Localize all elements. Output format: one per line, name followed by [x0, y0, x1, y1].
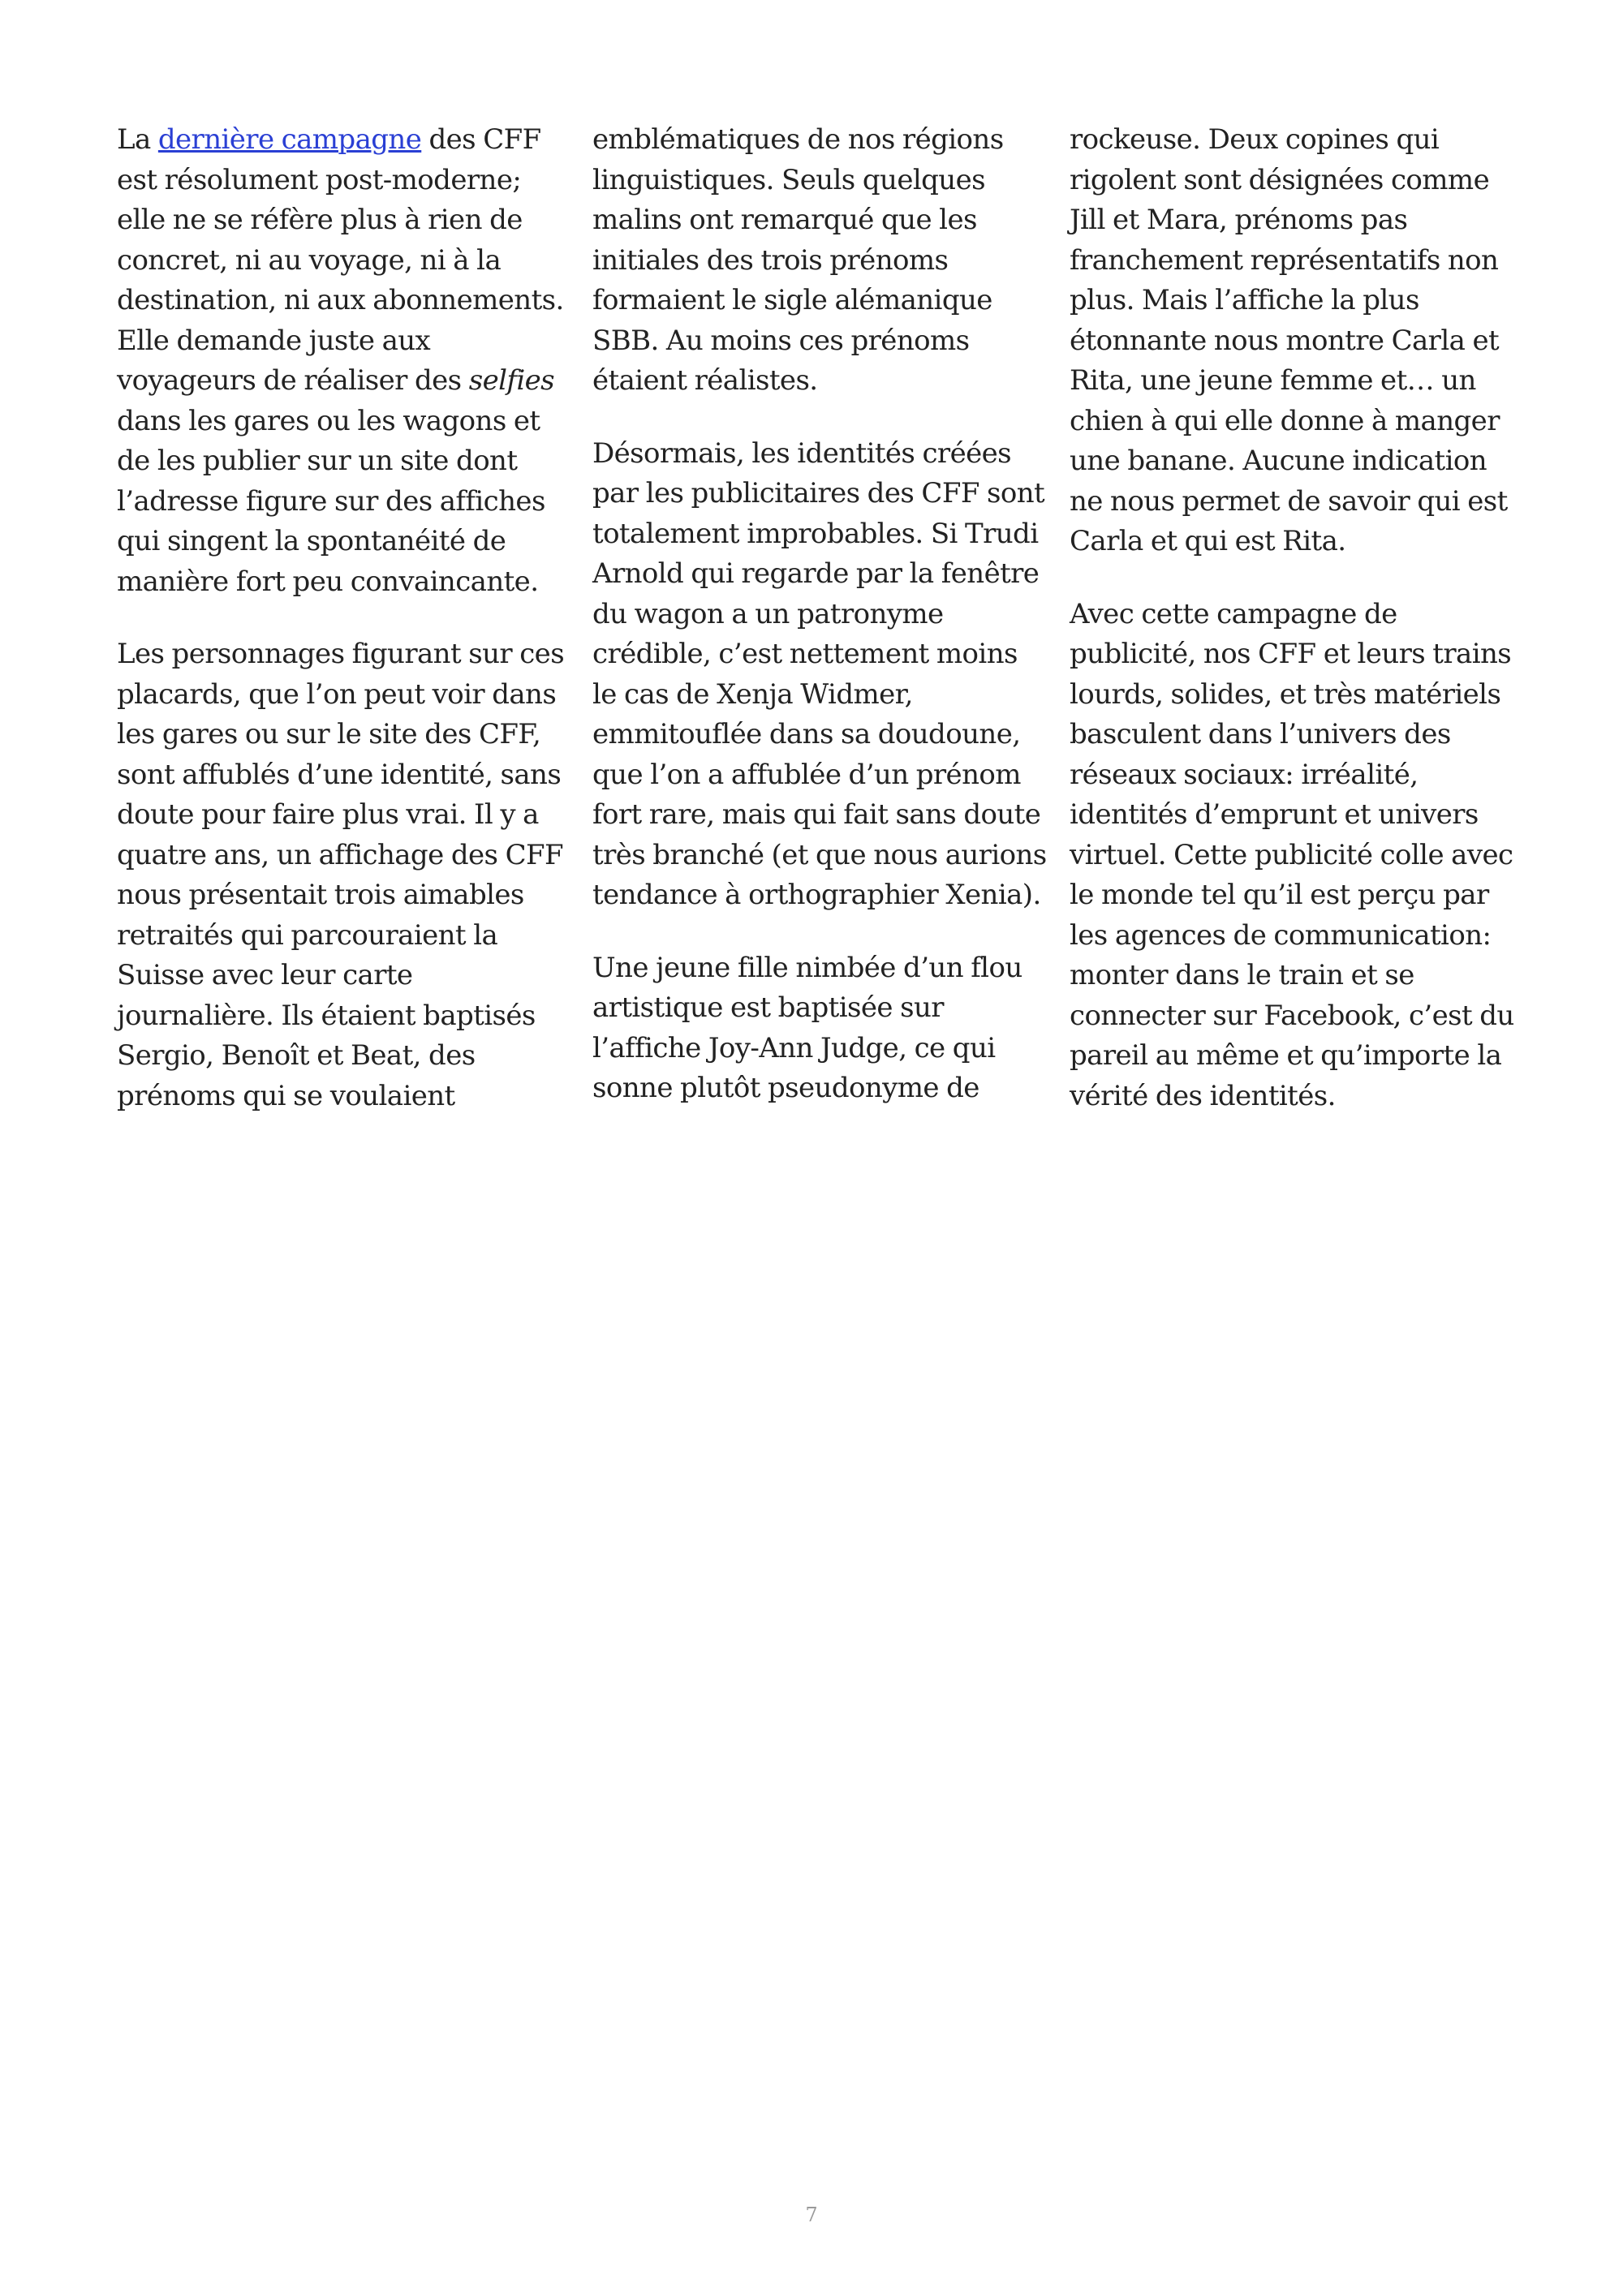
- campaign-link[interactable]: dernière campagne: [157, 123, 422, 156]
- paragraph: Une jeune fille nimbée d’un flou artistique est baptisée sur l’affiche Joy-Ann Judge, ce qui sonne plutôt pseudonyme de: [592, 951, 1022, 1104]
- paragraph-text: La: [117, 123, 158, 156]
- paragraph: Désormais, les identités créées par les publicitaires des CFF sont totalement improbables. Si Trudi Arnold qui regarde par la fenêtre du wagon a un patronyme crédible, c’est nettement moins le cas de Xenja Widmer, emmitouflée dans sa doudoune, que l’on a affublée d’un prénom fort rare, mais qui fait sans doute très branché (et que nous aurions tendance à orthographier Xenia).: [592, 436, 1047, 911]
- paragraph: [117, 120, 571, 602]
- paragraph: emblématiques de nos régions linguistiques. Seuls quelques malins ont remarqué que les initiales des trois prénoms formaient le sigle alémanique SBB. Au moins ces prénoms étaient réalistes.: [592, 123, 1004, 397]
- paragraph: Les personnages figurant sur ces placards, que l’on peut voir dans les gares ou sur le site des CFF, sont affublés d’une identité, sans doute pour faire plus vrai. Il y a quatre ans, un affichage des CFF nous présentait trois aimables retraités qui parcouraient la Suisse avec leur carte journalière. Ils étaient baptisés Sergio, Benoît et Beat, des prénoms qui se voulaient: [117, 638, 565, 1112]
- paragraph-text: dans les gares ou les wagons et de les publier sur un site dont l’adresse figure sur des affiches qui singent la spontanéité de manière fort peu convaincante.: [117, 404, 545, 598]
- text-column-1: [117, 120, 571, 1149]
- emphasized-text: selfies: [468, 364, 554, 397]
- paragraph: rockeuse. Deux copines qui rigolent sont désignées comme Jill et Mara, prénoms pas franchement représentatifs non plus. Mais l’affiche la plus étonnante nous montre Carla et Rita, une jeune femme et… un chien à qui elle donne à manger une banane. Aucune indication ne nous permet de savoir qui est Carla et qui est Rita.: [1070, 123, 1508, 557]
- paragraph: Avec cette campagne de publicité, nos CFF et leurs trains lourds, solides, et très matériels basculent dans l’univers des réseaux sociaux: irréalité, identités d’emprunt et univers virtuel. Cette publicité colle avec le monde tel qu’il est perçu par les agences de communication: monter dans le train et se connecter sur Facebook, c’est du pareil au même et qu’importe la vérité des identités.: [1070, 597, 1514, 1112]
- page-number: 7: [805, 2204, 818, 2226]
- text-column-2: [592, 120, 1047, 1142]
- text-column-3: [1070, 120, 1524, 1149]
- paragraph-text: des CFF est résolument post-moderne; elle ne se réfère plus à rien de concret, ni au voyage, ni à la destination, ni aux abonnements. Elle demande juste aux voyageurs de réaliser des: [117, 123, 564, 397]
